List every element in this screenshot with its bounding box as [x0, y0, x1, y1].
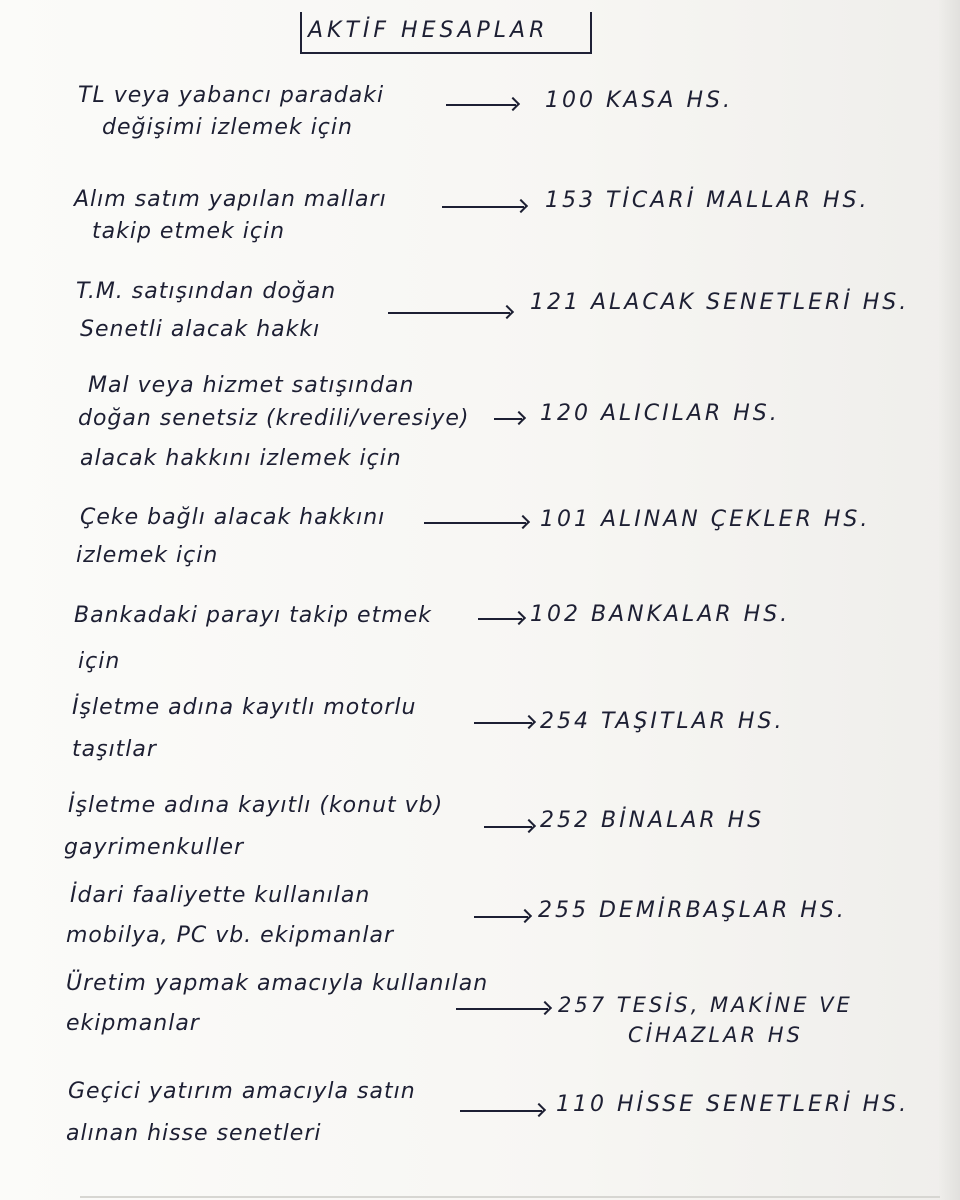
- row-6-arrow: [478, 618, 522, 620]
- row-8-description-line-1: İşletme adına kayıtlı (konut vb): [68, 793, 444, 818]
- row-4-description-line-3: alacak hakkını izlemek için: [80, 446, 402, 471]
- row-1-description-line-2: değişimi izlemek için: [102, 115, 353, 140]
- row-7-arrow: [474, 722, 532, 724]
- row-11-account: 110 HİSSE SENETLERİ HS.: [556, 1092, 910, 1117]
- row-2-description-line-1: Alım satım yapılan malları: [74, 187, 387, 212]
- row-11-description-line-1: Geçici yatırım amacıyla satın: [68, 1079, 416, 1104]
- row-1-arrow: [446, 104, 516, 106]
- row-3-arrow: [388, 312, 510, 314]
- row-8-description-line-2: gayrimenkuller: [64, 835, 245, 860]
- row-1-description-line-1: TL veya yabancı paradaki: [78, 83, 385, 108]
- page-bottom-edge: [80, 1196, 940, 1198]
- row-7-description-line-2: taşıtlar: [72, 737, 157, 762]
- row-3-description-line-2: Senetli alacak hakkı: [80, 317, 321, 342]
- row-6-description-line-1: Bankadaki parayı takip etmek: [74, 603, 432, 628]
- row-10-account-line-2: CİHAZLAR HS: [628, 1023, 803, 1047]
- row-3-account: 121 ALACAK SENETLERİ HS.: [530, 290, 910, 315]
- row-4-description-line-2: doğan senetsiz (kredili/veresiye): [78, 406, 470, 431]
- row-5-account: 101 ALINAN ÇEKLER HS.: [540, 507, 871, 532]
- page-edge-shadow: [938, 0, 960, 1200]
- row-9-account: 255 DEMİRBAŞLAR HS.: [538, 898, 847, 923]
- row-8-account: 252 BİNALAR HS: [540, 808, 765, 833]
- row-10-arrow: [456, 1008, 548, 1010]
- row-6-account: 102 BANKALAR HS.: [530, 602, 791, 627]
- row-4-description-line-1: Mal veya hizmet satışından: [88, 373, 415, 398]
- row-10-description-line-2: ekipmanlar: [66, 1011, 200, 1036]
- row-9-description-line-1: İdari faaliyette kullanılan: [70, 883, 371, 908]
- row-11-description-line-2: alınan hisse senetleri: [66, 1121, 322, 1146]
- row-5-arrow: [424, 522, 526, 524]
- row-1-account: 100 KASA HS.: [545, 88, 733, 113]
- row-4-account: 120 ALICILAR HS.: [540, 401, 780, 426]
- row-5-description-line-2: izlemek için: [76, 543, 219, 568]
- row-6-description-line-2: için: [78, 649, 121, 674]
- row-5-description-line-1: Çeke bağlı alacak hakkını: [80, 505, 386, 530]
- row-3-description-line-1: T.M. satışından doğan: [76, 279, 337, 304]
- row-7-account: 254 TAŞITLAR HS.: [540, 709, 785, 734]
- row-2-account: 153 TİCARİ MALLAR HS.: [545, 188, 870, 213]
- row-9-description-line-2: mobilya, PC vb. ekipmanlar: [66, 923, 395, 948]
- row-2-description-line-2: takip etmek için: [92, 219, 286, 244]
- row-10-account: 257 TESİS, MAKİNE VE: [558, 993, 853, 1017]
- page-title: AKTİF HESAPLAR: [308, 18, 549, 43]
- row-9-arrow: [474, 916, 528, 918]
- row-11-arrow: [460, 1110, 542, 1112]
- row-10-description-line-1: Üretim yapmak amacıyla kullanılan: [66, 971, 489, 996]
- row-2-arrow: [442, 206, 524, 208]
- row-7-description-line-1: İşletme adına kayıtlı motorlu: [72, 695, 417, 720]
- row-8-arrow: [484, 826, 532, 828]
- row-4-arrow: [494, 418, 522, 420]
